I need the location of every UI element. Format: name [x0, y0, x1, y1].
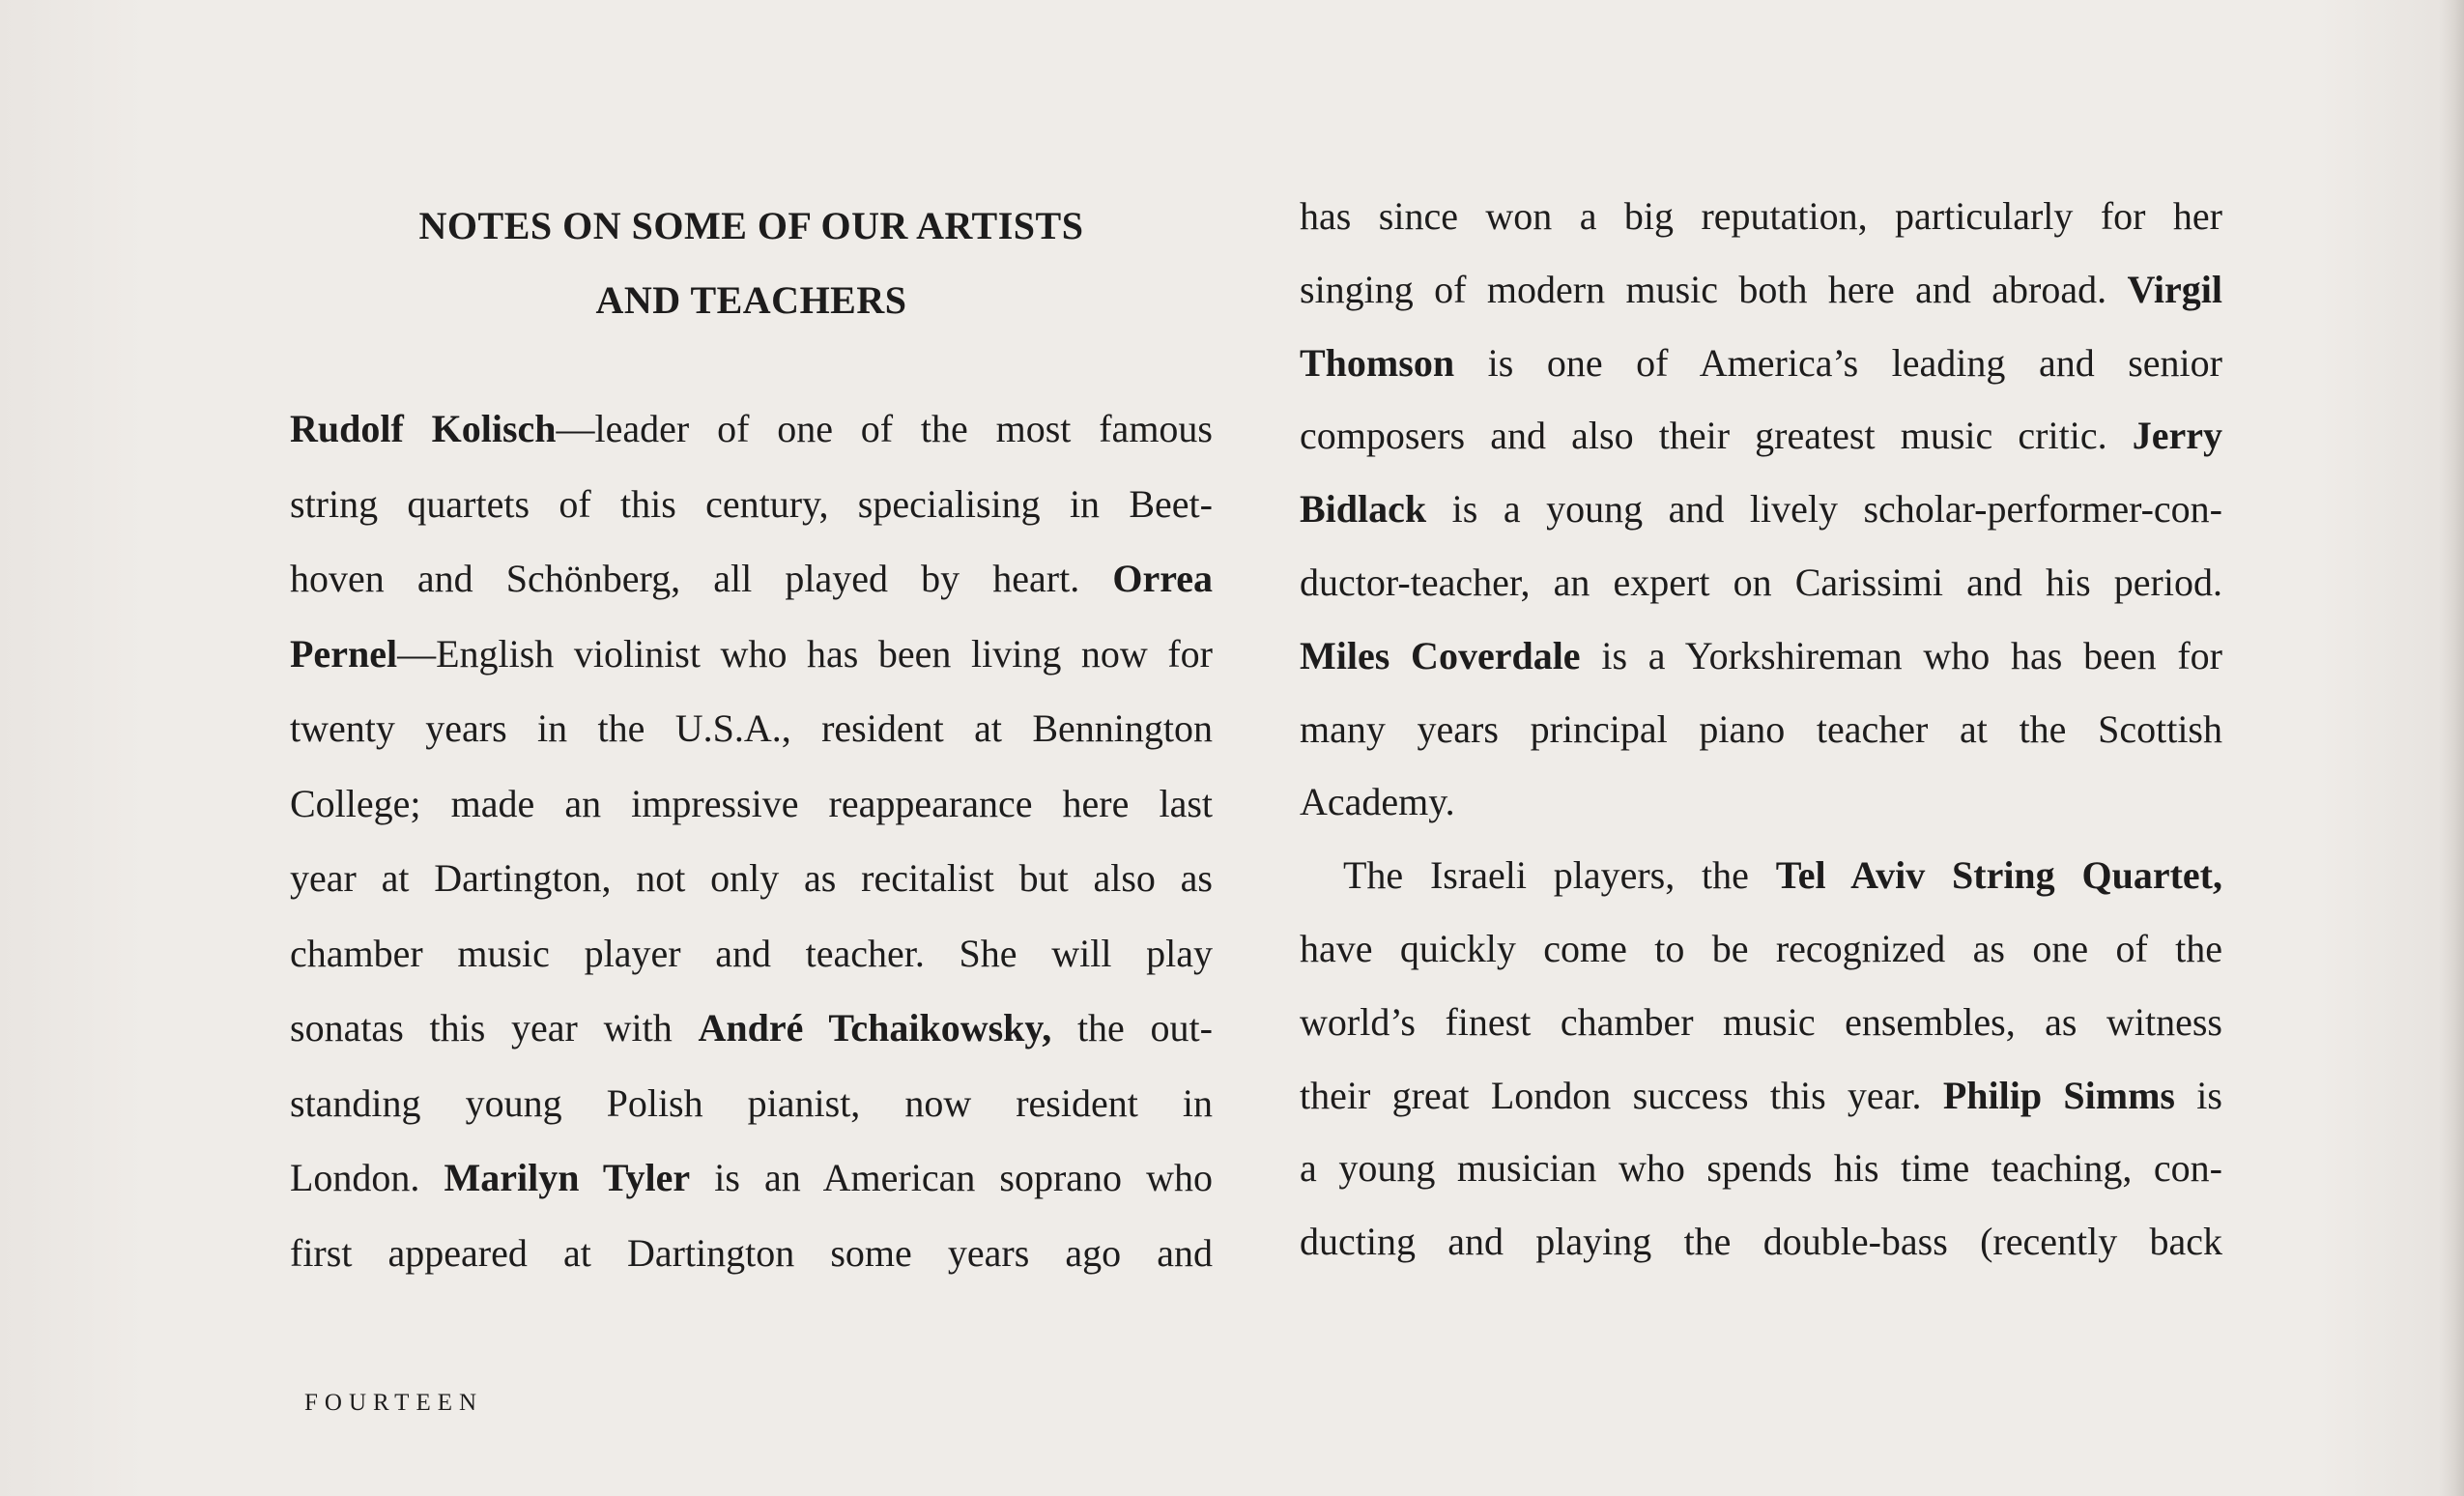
text-line — [1300, 340, 2222, 387]
bold-name: Thomson — [1300, 340, 1455, 385]
text-run: a young musician who spends his time teaching, con- — [1300, 1146, 2222, 1191]
text-run: is a Yorkshireman who has been for — [1580, 633, 2222, 677]
bold-name: Pernel — [290, 631, 398, 676]
text-line — [1300, 633, 2222, 679]
text-line — [1300, 413, 2222, 459]
text-run: London. — [290, 1156, 444, 1199]
text-run: is a young and lively scholar-performer-con- — [1426, 487, 2222, 532]
text-line — [290, 556, 1213, 602]
text-run: the out- — [1051, 1006, 1213, 1050]
text-run: is an American soprano who — [690, 1156, 1214, 1199]
text-run: has since won a big reputation, particularly for her — [1300, 194, 2222, 238]
text-line — [290, 1080, 1213, 1127]
text-run: College; made an impressive reappearance here last — [290, 781, 1213, 825]
text-line — [290, 781, 1213, 827]
text-run: The Israeli players, the — [1343, 853, 1776, 898]
page-edge-shadow — [2439, 0, 2464, 1496]
page-number-footer: FOURTEEN — [304, 1390, 484, 1416]
text-line — [1300, 193, 2222, 240]
text-line — [290, 855, 1213, 902]
bold-name: Rudolf Kolisch — [290, 407, 557, 450]
text-line — [1300, 999, 2222, 1046]
text-line — [290, 631, 1213, 677]
bold-name: Miles Coverdale — [1300, 633, 1581, 677]
text-run: ducting and playing the double-bass (recently back — [1300, 1220, 2222, 1264]
text-run: composers and also their greatest music critic. — [1300, 414, 2133, 458]
text-run: twenty years in the U.S.A., resident at Bennington — [290, 706, 1213, 750]
text-line — [1300, 560, 2222, 606]
text-line — [1300, 706, 2222, 753]
bold-name: Orrea — [1112, 557, 1213, 600]
text-run: their great London success this year. — [1300, 1073, 1943, 1117]
text-run: first appeared at Dartington some years ago and — [290, 1230, 1213, 1275]
text-line — [1300, 779, 2222, 825]
text-run: —leader of one of the most famous — [556, 407, 1213, 450]
text-line — [1300, 486, 2222, 532]
bold-name: Virgil — [2127, 267, 2222, 311]
text-line — [290, 1155, 1213, 1201]
bold-name: Marilyn Tyler — [444, 1156, 691, 1199]
text-run: chamber music player and teacher. She will play — [290, 931, 1213, 975]
text-line — [1300, 1073, 2222, 1119]
text-line — [1300, 1145, 2222, 1192]
text-run: ductor-teacher, an expert on Carissimi and his period. — [1300, 561, 2222, 604]
heading-line-1: NOTES ON SOME OF OUR ARTISTS — [418, 204, 1084, 247]
text-run: Academy. — [1300, 780, 1455, 824]
heading-line-2: AND TEACHERS — [595, 278, 907, 322]
bold-name: Jerry — [2132, 414, 2222, 458]
text-run: string quartets of this century, specialising in Beet- — [290, 481, 1213, 526]
bold-name: Bidlack — [1300, 487, 1427, 532]
text-run: year at Dartington, not only as recitalist but also as — [290, 856, 1213, 900]
text-line — [1300, 926, 2222, 972]
text-line — [290, 1230, 1213, 1277]
text-line — [1300, 852, 2222, 899]
bold-name: Philip Simms — [1942, 1073, 2175, 1117]
bold-name: André Tchaikowsky, — [698, 1006, 1052, 1050]
text-line — [290, 705, 1213, 752]
text-run: singing of modern music both here and abroad. — [1300, 267, 2128, 311]
text-line — [1300, 267, 2222, 313]
text-line — [290, 481, 1213, 528]
text-line — [1300, 1219, 2222, 1265]
text-run: hoven and Schönberg, all played by heart. — [290, 557, 1113, 600]
text-run: is one of America’s leading and senior — [1454, 340, 2222, 385]
text-run: world’s finest chamber music ensembles, as witness — [1300, 999, 2222, 1044]
text-run: standing young Polish pianist, now resident in — [290, 1080, 1213, 1125]
text-line — [290, 1005, 1213, 1051]
text-line — [290, 931, 1213, 977]
text-run: —English violinist who has been living now for — [397, 631, 1213, 676]
text-run: have quickly come to be recognized as one of the — [1300, 927, 2222, 970]
bold-name: Tel Aviv String Quartet, — [1775, 853, 2222, 898]
text-run: many years principal piano teacher at the Scottish — [1300, 706, 2222, 751]
text-run: is — [2175, 1073, 2222, 1117]
text-line — [290, 406, 1213, 452]
text-run: sonatas this year with — [290, 1006, 699, 1050]
